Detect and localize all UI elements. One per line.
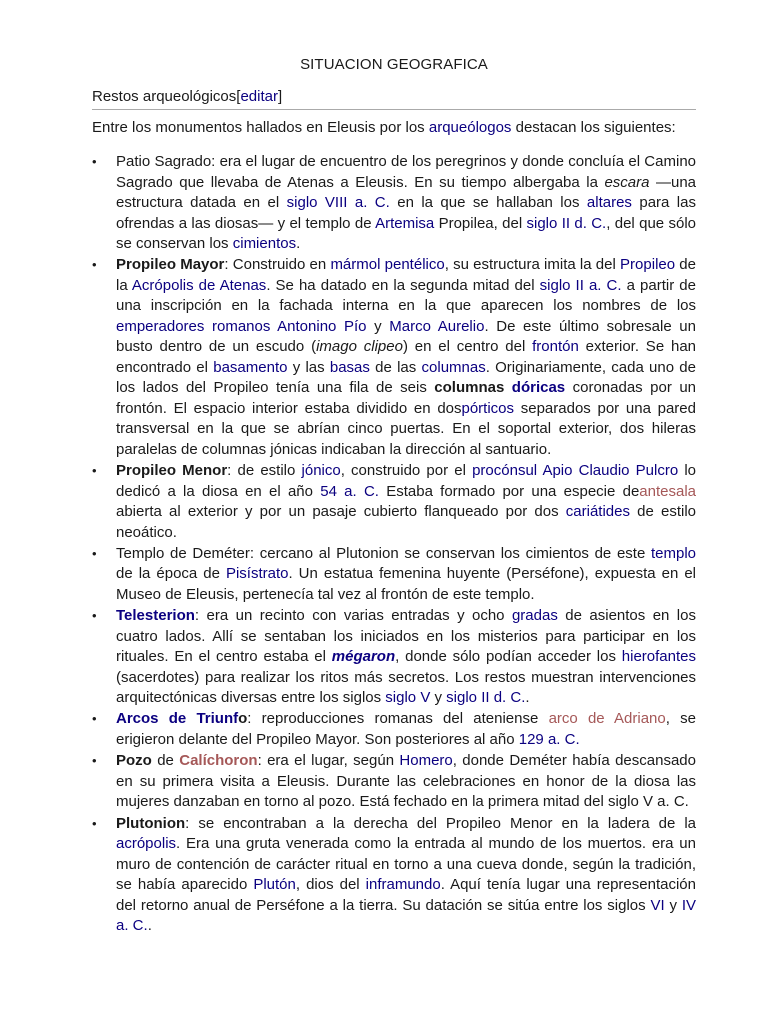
section-heading — [92, 87, 696, 110]
bullet-icon: • — [92, 545, 97, 561]
item-link[interactable]: dóricas — [511, 379, 566, 397]
item-text: o — [238, 710, 248, 728]
item-text: imago clipeo — [316, 338, 403, 356]
monuments-list — [92, 152, 696, 937]
item-text: abierta al exterior y por un pasaje cubierto flanqueado por dos — [116, 503, 566, 521]
item-link[interactable]: Pisístrato — [225, 565, 289, 583]
item-link[interactable]: Arcos de Triunf — [116, 710, 239, 728]
item-text: de las — [369, 358, 422, 376]
item-text: , donde Deméter había descansado en su primera visita a Eleusis. Durante las celebraciones en honor de la diosa las mujeres danzaban en torno al pozo. Está fechado en la primera mitad del siglo V a. C. — [116, 752, 696, 811]
item-text: y — [430, 689, 447, 707]
intro-text-before: Entre los monumentos hallados en Eleusis por los — [92, 119, 429, 136]
item-text: Patio Sagrado: era el lugar de encuentro de los peregrinos y donde concluía el Camino Sagrado que llevaba de Atenas a Eleusis. En su tiempo albergaba la — [116, 153, 696, 191]
item-link[interactable]: Propileo — [620, 256, 676, 274]
item-link[interactable]: acrópolis — [116, 835, 177, 853]
item-text: en la que se hallaban los — [389, 194, 587, 211]
item-link[interactable]: Artemisa — [375, 214, 435, 232]
item-text: . Un estatua femenina huyente (Perséfone), expuesta en el Museo de Eleusis, pertenecía tal vez al frontón de este templo. — [116, 565, 696, 603]
list-item-propileo-mayor — [92, 255, 696, 460]
item-link[interactable]: Acrópolis de Atenas — [131, 276, 267, 294]
item-text: separados por una pared transversal en la que se abrían cinco puertas. En el soportal exterior, dos hileras paralelas de columnas jónicas indicaban la dirección al santuario. — [116, 399, 696, 458]
bullet-icon: • — [92, 711, 97, 727]
item-text: Estaba formado por una especie de — [378, 482, 640, 500]
item-text: escara — [604, 173, 650, 191]
item-text: , se erigieron delante del Propileo Mayor. Son posteriores al año — [116, 710, 696, 748]
edit-link[interactable]: editar — [240, 88, 278, 105]
section-heading-text: Restos arqueológicos — [92, 88, 237, 105]
item-link[interactable]: siglo II d. C. — [446, 689, 526, 707]
item-link[interactable]: Antonino Pío — [277, 317, 367, 335]
item-link[interactable]: 129 a. C. — [518, 730, 580, 748]
item-text: , donde sólo podían acceder los — [395, 648, 622, 666]
intro-link-arqueologos[interactable]: arqueólogos — [428, 119, 512, 136]
item-text: para las ofrendas a las diosas— y el templo de — [116, 194, 696, 232]
item-link[interactable]: Calíchoron — [179, 752, 258, 770]
list-item-plutonion — [92, 814, 696, 937]
item-link[interactable]: inframundo — [365, 876, 441, 894]
item-text: , construido por el — [340, 462, 473, 480]
item-link[interactable]: basas — [329, 358, 370, 376]
item-link[interactable]: pórticos — [461, 399, 515, 417]
bullet-icon: • — [92, 257, 97, 273]
item-text: Propileo Menor — [116, 462, 228, 480]
edit-bracket-close: ] — [277, 88, 283, 105]
bullet-icon: • — [92, 608, 97, 624]
item-link[interactable]: jónico — [301, 462, 341, 480]
item-text: y las — [287, 358, 330, 376]
item-link[interactable]: gradas — [511, 607, 558, 625]
item-text: (sacerdotes) para realizar los ritos más secretos. Los restos muestran intervenciones arquitectónicas diversas entre los siglos — [116, 668, 696, 707]
item-link[interactable]: IV a. C. — [116, 896, 696, 935]
item-link[interactable]: Plutón — [253, 876, 296, 894]
item-text: . Era una gruta venerada como la entrada al mundo de los muertos. era un muro de contención de carácter ritual en torno a una cueva donde, según la tradición, se había aparecido — [116, 835, 696, 894]
item-text: y — [664, 896, 682, 914]
item-link[interactable]: siglo II d. C. — [526, 214, 607, 232]
item-text: de la — [116, 256, 696, 294]
item-text: Propileo Mayor — [116, 256, 225, 274]
item-text: coronadas por un frontón. El espacio interior estaba dividido en dos — [116, 379, 696, 417]
item-link[interactable]: columnas — [421, 358, 486, 376]
item-text: Pozo — [116, 752, 152, 770]
item-text: , dios del — [295, 876, 366, 894]
item-link[interactable]: Apio Claudio Pulcro — [542, 462, 679, 480]
item-text: . De este último sobresale un busto dentro de un escudo ( — [116, 317, 696, 356]
item-text: . — [525, 689, 530, 707]
item-link[interactable]: templo — [650, 544, 696, 562]
bullet-icon: • — [92, 815, 97, 831]
item-text: Propilea, del — [434, 214, 527, 232]
item-text: columnas — [434, 379, 512, 397]
item-link[interactable]: cimientos — [232, 235, 297, 252]
item-link[interactable]: siglo V — [385, 689, 431, 707]
bullet-icon: • — [92, 753, 97, 769]
item-link[interactable]: Marco Aurelio — [389, 317, 485, 335]
item-text: . Originariamente, cada uno de los lados del Propileo tenía una fila de seis — [116, 358, 696, 397]
item-text: : de estilo — [227, 462, 302, 480]
item-link[interactable]: arco de Adriano — [548, 710, 666, 728]
intro-text-after: destacan los siguientes: — [511, 119, 676, 136]
item-text: exterior. Se han encontrado el — [116, 338, 697, 376]
item-text: : Construido en — [224, 256, 331, 274]
list-item-propileo-menor — [92, 461, 696, 543]
item-text: , del que sólo se conservan los — [116, 214, 696, 252]
page-title: SITUACION GEOGRAFICA — [300, 56, 488, 73]
list-item-templo-demeter — [92, 544, 696, 606]
item-text: ) en el centro del — [402, 338, 533, 356]
item-link[interactable]: basamento — [213, 358, 288, 376]
item-text: a partir de una inscripción en la fachada interna en la que aparecen los nombres de los — [116, 276, 696, 315]
item-link[interactable]: Homero — [399, 752, 453, 770]
item-link[interactable]: mármol pentélico — [330, 256, 445, 274]
item-text: y — [366, 317, 390, 335]
item-link[interactable]: siglo II a. C. — [539, 276, 622, 294]
item-text: : era el lugar, según — [257, 752, 400, 770]
intro-paragraph — [92, 118, 696, 138]
item-text: . Se ha datado en la segunda mitad del — [266, 276, 540, 294]
item-text: : reproducciones romanas del ateniense — [247, 710, 549, 728]
item-text: lo dedicó a la diosa en el año — [116, 462, 697, 500]
item-link[interactable]: siglo VIII a. C. — [286, 194, 390, 211]
item-text: , su estructura imita la del — [444, 256, 621, 274]
item-text: Templo de Deméter: cercano al Plutonion se conservan los cimientos de este — [116, 544, 651, 562]
item-text: . — [296, 235, 301, 252]
item-link[interactable]: cariátides — [565, 503, 630, 521]
list-item-telesterion — [92, 606, 696, 709]
item-link[interactable]: hierofantes — [621, 648, 696, 666]
item-link[interactable]: 54 a. C. — [320, 482, 379, 500]
item-link[interactable]: antesala — [639, 482, 697, 500]
item-text: : se encontraban a la derecha del Propileo Menor en la ladera de la — [185, 814, 696, 832]
item-text: : era un recinto con varias entradas y ocho — [194, 607, 512, 625]
item-text: Plutonion — [116, 814, 186, 832]
bullet-icon: • — [92, 154, 97, 169]
item-link[interactable]: Telesterion — [116, 607, 195, 625]
item-link[interactable]: emperadores romanos — [116, 317, 271, 335]
item-text: de asientos en los cuatro lados. Allí se sentaban los iniciados en los misterios para participar en los rituales. En el centro estaba el — [116, 607, 696, 666]
item-text: —una estructura datada en el — [116, 173, 697, 211]
item-link[interactable]: procónsul — [472, 462, 538, 480]
item-text: . Aquí tenía lugar una representación del retorno anual de Perséfone a la tierra. Su datación se sitúa entre los siglos — [116, 876, 696, 914]
item-text: de estilo neoático. — [116, 503, 696, 541]
item-link[interactable]: altares — [586, 194, 632, 211]
bullet-icon: • — [92, 463, 97, 479]
list-item-pozo-calichoron — [92, 751, 696, 813]
item-link[interactable]: VI — [650, 896, 665, 914]
item-text: de la época de — [116, 565, 226, 583]
list-item-patio-sagrado — [92, 152, 696, 255]
edit-bracket-open: [ — [236, 88, 241, 105]
item-text: de — [151, 752, 180, 770]
item-link[interactable]: mégaron — [331, 648, 396, 666]
list-item-arcos-de-triunfo — [92, 709, 696, 750]
item-text: . — [147, 917, 152, 935]
item-link[interactable]: frontón — [532, 338, 579, 356]
